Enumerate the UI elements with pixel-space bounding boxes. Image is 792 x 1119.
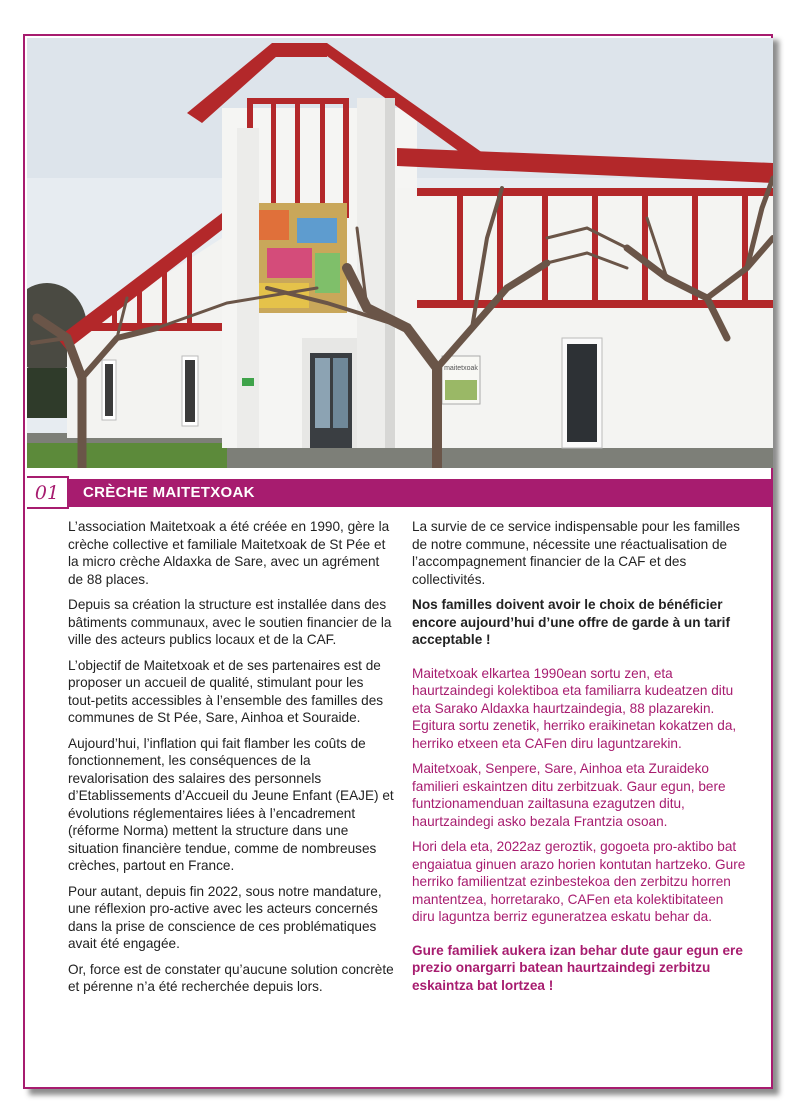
building-illustration bbox=[27, 38, 773, 468]
section-title: CRÈCHE MAITETXOAK bbox=[83, 484, 255, 501]
paragraph: L’objectif de Maitetxoak et de ses partenaires est de proposer un accueil de qualité, stimulant pour les tout-petits accessibles à l’ensemble des familles des communes de St Pée, Sare, Ainhoa et Souraide. bbox=[68, 657, 384, 725]
paragraph: L’association Maitetxoak a été créée en 1990, gère la crèche collective et familiale Maitetxoak de St Pée et la micro crèche Aldaxka de Sare, avec un agrément de 88 places. bbox=[68, 519, 390, 587]
paragraph: Pour autant, depuis fin 2022, sous notre mandature, une réflexion pro-active avec les acteurs concernés dans la prise de conscience de ces problématiques avait été engagée. bbox=[68, 883, 382, 951]
paragraph: Depuis sa création la structure est installée dans des bâtiments communaux, avec le soutien financier de la ville des acteurs publics locaux et de la CAF. bbox=[68, 597, 392, 647]
basque-paragraph: Maitetxoak elkartea 1990ean sortu zen, eta haurtzaindegi kolektiboa eta familiarra kudeatzen ditu eta Sarako Aldaxka haurtzaindegia, 88 plazarekin. Egitura sortu zenetik, herriko eraikinetan kokatzen da, herriko etxeen eta CAFen diru laguntzarekin. bbox=[412, 665, 737, 751]
paragraph: Or, force est de constater qu’aucune solution concrète et pérenne n’a été recherchée depuis lors. bbox=[68, 961, 394, 994]
right-column bbox=[412, 518, 748, 1002]
sign-text: maitetxoak bbox=[444, 365, 478, 372]
basque-paragraph: Maitetxoak, Senpere, Sare, Ainhoa eta Zuraideko familieri eskaintzen ditu zerbitzuak. Gaur egun, bere funtzionamenduan zailtasuna ezagutzen ditu, haurtzaindegi asko bezala Frantzia osoan. bbox=[412, 761, 726, 829]
basque-call-to-action: Gure familiek aukera izan behar dute gaur egun ere prezio onargarri batean haurtzaindegi zerbitzu eskaintza bat lortzea ! bbox=[412, 942, 743, 993]
paragraph: Aujourd’hui, l’inflation qui fait flamber les coûts de fonctionnement, les conséquences de la revalorisation des salaires des personnels d’Etablissements d’Accueil du Jeune Enfant (EAJE) et évolutions réglementaires liées à l’encadrement (réforme Norma) mettent la structure dans une situation financière tendue, comme de nombreuses crèches, partout en France. bbox=[68, 735, 394, 873]
creche-building-photo bbox=[27, 38, 773, 468]
section-header-band bbox=[27, 479, 773, 507]
left-column bbox=[68, 518, 394, 1004]
basque-paragraph: Hori dela eta, 2022az geroztik, gogoeta pro-aktibo bat engaiatua ginuen arazo horien kontutan hartzeko. Gure herriko familientzat ezinbestekoa den zerbitzu horren mantentzea, horretarako, CAFen eta kolektibitateen diru laguntza berriz eguneratzea eskatu behar da. bbox=[412, 839, 746, 924]
paragraph: La survie de ce service indispensable pour les familles de notre commune, nécessite une réactualisation de l’accompagnement financier de la CAF et des collectivités. bbox=[412, 519, 740, 587]
page-frame bbox=[23, 34, 773, 1089]
section-number: 01 bbox=[27, 476, 69, 509]
french-call-to-action: Nos familles doivent avoir le choix de bénéficier encore aujourd’hui d’une offre de garde à un tarif acceptable ! bbox=[412, 597, 730, 647]
